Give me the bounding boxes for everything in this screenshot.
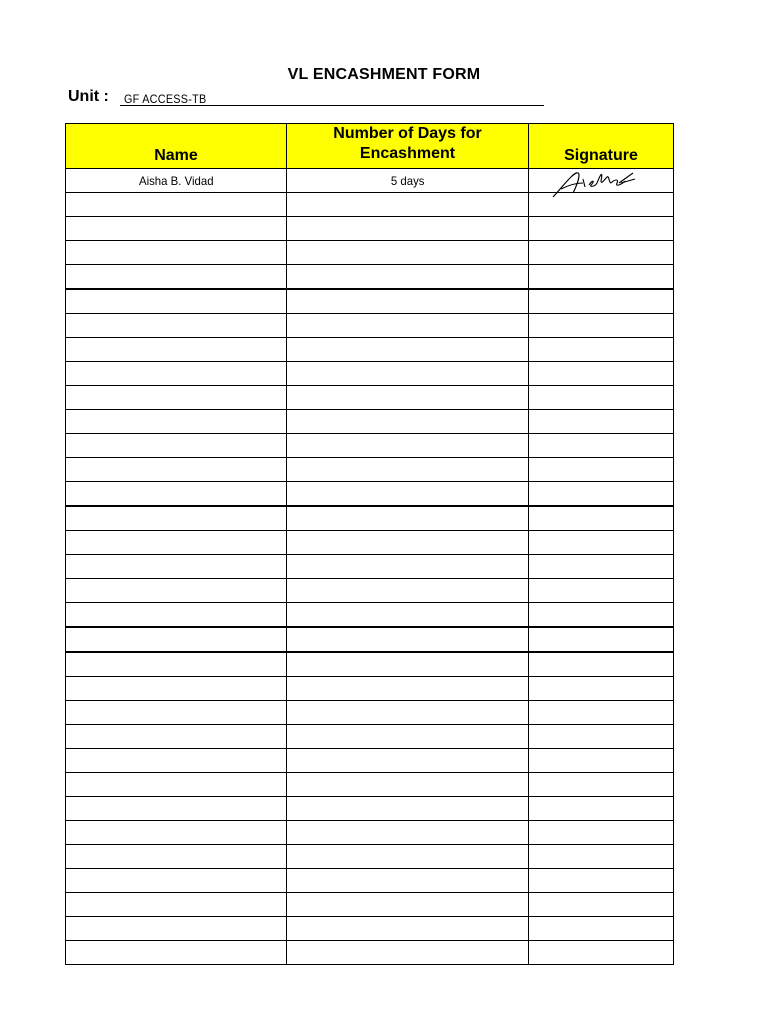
name-cell[interactable] [66,217,287,241]
table-row [66,386,674,410]
signature-cell[interactable] [529,797,674,821]
days-cell[interactable] [287,701,529,725]
days-cell[interactable] [287,821,529,845]
days-cell[interactable] [287,917,529,941]
table-row [66,627,674,652]
days-cell[interactable] [287,773,529,797]
signature-cell[interactable] [529,677,674,701]
name-cell[interactable] [66,386,287,410]
unit-label: Unit : [68,88,109,105]
table-row [66,458,674,482]
days-cell[interactable] [287,941,529,965]
table-row [66,314,674,338]
name-cell[interactable] [66,241,287,265]
signature-cell[interactable] [529,917,674,941]
name-cell[interactable] [66,869,287,893]
unit-underline [120,105,544,106]
days-cell[interactable] [287,458,529,482]
days-cell[interactable] [287,869,529,893]
signature-cell[interactable] [529,579,674,603]
days-cell[interactable] [287,506,529,531]
table-row [66,917,674,941]
table-row [66,169,674,193]
signature-cell[interactable] [529,701,674,725]
name-cell[interactable] [66,410,287,434]
handwritten-signature [529,169,673,192]
table-row [66,821,674,845]
days-cell[interactable] [287,265,529,290]
name-cell[interactable] [66,362,287,386]
signature-cell[interactable] [529,869,674,893]
encashment-table [65,123,674,965]
days-cell[interactable] [287,893,529,917]
table-row [66,555,674,579]
signature-cell[interactable] [529,893,674,917]
signature-cell[interactable] [529,773,674,797]
days-cell[interactable] [287,579,529,603]
name-cell[interactable] [66,677,287,701]
table-row [66,482,674,507]
signature-cell[interactable] [529,821,674,845]
name-cell[interactable] [66,797,287,821]
name-cell[interactable] [66,725,287,749]
name-cell[interactable] [66,893,287,917]
table-row [66,217,674,241]
signature-cell[interactable] [529,506,674,531]
name-cell[interactable]: Aisha B. Vidad [66,169,287,193]
days-cell[interactable] [287,410,529,434]
table-row [66,434,674,458]
signature-cell[interactable] [529,725,674,749]
days-cell[interactable] [287,193,529,217]
header-days: Number of Days for Encashment [287,124,529,169]
days-cell[interactable] [287,555,529,579]
days-cell[interactable] [287,531,529,555]
days-cell[interactable] [287,845,529,869]
signature-cell[interactable] [529,169,674,193]
table-row [66,677,674,701]
table-row [66,749,674,773]
days-cell[interactable] [287,362,529,386]
days-cell[interactable] [287,289,529,314]
days-cell[interactable] [287,603,529,628]
days-cell[interactable] [287,314,529,338]
table-row [66,869,674,893]
signature-cell[interactable] [529,217,674,241]
table-header-row [66,124,674,169]
name-cell[interactable] [66,773,287,797]
signature-cell[interactable] [529,652,674,677]
signature-cell[interactable] [529,531,674,555]
form-title: VL ENCASHMENT FORM [287,66,481,83]
table-row [66,652,674,677]
name-cell[interactable] [66,579,287,603]
signature-cell[interactable] [529,482,674,507]
signature-cell[interactable] [529,314,674,338]
days-cell[interactable] [287,749,529,773]
name-cell[interactable] [66,265,287,290]
table-row [66,797,674,821]
name-cell[interactable] [66,482,287,507]
signature-cell[interactable] [529,749,674,773]
signature-cell[interactable] [529,627,674,652]
table-row [66,410,674,434]
days-cell[interactable] [287,241,529,265]
table-row [66,845,674,869]
days-cell[interactable] [287,482,529,507]
days-cell[interactable] [287,652,529,677]
table-row [66,506,674,531]
unit-value[interactable]: GF ACCESS-TB [124,92,207,106]
signature-cell[interactable] [529,289,674,314]
table-row [66,289,674,314]
name-cell[interactable] [66,917,287,941]
table-row [66,701,674,725]
table-row [66,531,674,555]
signature-cell[interactable] [529,338,674,362]
signature-cell[interactable] [529,434,674,458]
name-cell[interactable] [66,314,287,338]
days-cell[interactable] [287,217,529,241]
days-cell[interactable] [287,434,529,458]
table-row [66,941,674,965]
table-row [66,579,674,603]
signature-cell[interactable] [529,265,674,290]
name-cell[interactable] [66,941,287,965]
table-row [66,265,674,290]
name-cell[interactable] [66,193,287,217]
table-row [66,725,674,749]
days-cell[interactable] [287,725,529,749]
name-cell[interactable] [66,701,287,725]
name-cell[interactable] [66,506,287,531]
days-cell[interactable] [287,627,529,652]
signature-cell[interactable] [529,941,674,965]
name-cell[interactable] [66,821,287,845]
table-row [66,362,674,386]
signature-cell[interactable] [529,410,674,434]
signature-cell[interactable] [529,241,674,265]
name-cell[interactable] [66,627,287,652]
signature-cell[interactable] [529,458,674,482]
table-row [66,603,674,628]
header-name: Name [66,124,287,169]
days-cell[interactable] [287,338,529,362]
name-cell[interactable] [66,603,287,628]
days-cell[interactable] [287,386,529,410]
table-row [66,773,674,797]
signature-cell[interactable] [529,845,674,869]
signature-cell[interactable] [529,386,674,410]
name-cell[interactable] [66,749,287,773]
signature-cell[interactable] [529,362,674,386]
table-row [66,893,674,917]
days-cell[interactable] [287,677,529,701]
name-cell[interactable] [66,555,287,579]
name-cell[interactable] [66,652,287,677]
name-cell[interactable] [66,434,287,458]
name-cell[interactable] [66,458,287,482]
signature-cell[interactable] [529,555,674,579]
name-cell[interactable] [66,338,287,362]
name-cell[interactable] [66,531,287,555]
name-cell[interactable] [66,845,287,869]
table-row [66,241,674,265]
table-row [66,338,674,362]
name-cell[interactable] [66,289,287,314]
header-signature: Signature [529,124,674,169]
signature-cell[interactable] [529,603,674,628]
days-cell[interactable]: 5 days [287,169,529,193]
days-cell[interactable] [287,797,529,821]
